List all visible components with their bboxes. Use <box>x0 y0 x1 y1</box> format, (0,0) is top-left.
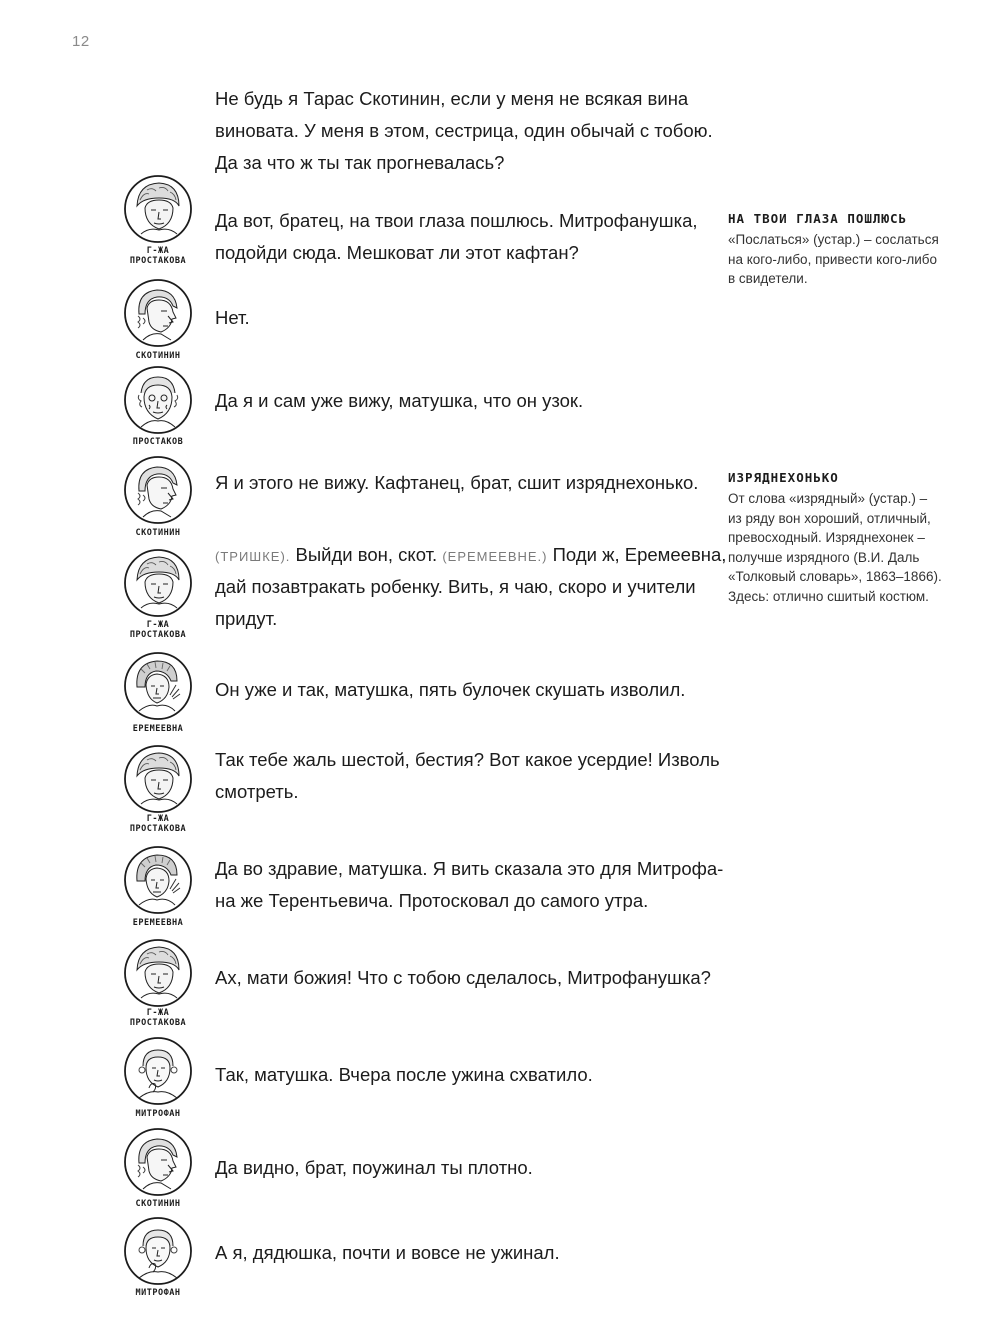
replica-line: Так тебе жаль шестой, бестия? Вот какое усердие! Изволь <box>215 749 720 770</box>
stage-direction: (ЕРЕМЕЕВНЕ.) <box>442 549 548 564</box>
speaker-caption: СКОТИНИН <box>135 351 181 361</box>
man-wig-portrait-icon <box>123 1127 193 1197</box>
note-definition: «Послаться» (устар.) – сослаться на кого-либо, привести кого-либо в свидетели. <box>728 232 939 286</box>
replica-line: Да видно, брат, поужинал ты плотно. <box>215 1157 533 1178</box>
replica-line: Да я и сам уже вижу, матушка, что он узок. <box>215 390 584 411</box>
boy-portrait-icon <box>123 1216 193 1286</box>
speaker-caption: ЕРЕМЕЕВНА <box>132 918 184 928</box>
speaker-caption: Г-ЖА ПРОСТАКОВА <box>129 246 187 266</box>
old-man-portrait-icon <box>123 365 193 435</box>
replica-line: А я, дядюшка, почти и вовсе не ужинал. <box>215 1242 560 1263</box>
speaker-caption: ЕРЕМЕЕВНА <box>132 724 184 734</box>
replica-line: на же Терентьевича. Протосковал до самого утра. <box>215 890 649 911</box>
man-wig-portrait-icon <box>123 278 193 348</box>
replica-line: Да во здравие, матушка. Я вить сказала это для Митрофа- <box>215 858 724 879</box>
nanny-headscarf-portrait-icon <box>123 845 193 915</box>
replica-line: Ах, мати божия! Что с тобою сделалось, Митрофанушка? <box>215 967 711 988</box>
speaker-caption: МИТРОФАН <box>135 1109 181 1119</box>
replica-text: Выйди вон, скот. <box>290 544 443 565</box>
replica-line: подойди сюда. Мешковат ли этот кафтан? <box>215 242 579 263</box>
replica-line: Да вот, братец, на твои глаза пошлюсь. Митрофанушка, <box>215 210 698 231</box>
replica-text: Поди ж, Еремеевна, <box>547 544 727 565</box>
stage-direction: (ТРИШКЕ). <box>215 549 291 564</box>
speaker-caption: СКОТИНИН <box>135 1199 181 1209</box>
replica-line: Да за что ж ты так прогневалась? <box>215 152 505 173</box>
replica-line: Он уже и так, матушка, пять булочек скушать изволил. <box>215 679 686 700</box>
woman-bonnet-portrait-icon <box>123 938 193 1008</box>
boy-portrait-icon <box>123 1036 193 1106</box>
note-term: НА ТВОИ ГЛАЗА ПОШЛЮСЬ <box>728 211 908 226</box>
page-number: 12 <box>72 33 90 50</box>
replica-line: Не будь я Тарас Скотинин, если у меня не всякая вина <box>215 88 689 109</box>
replica-line: виновата. У меня в этом, сестрица, один обычай с тобою. <box>215 120 713 141</box>
replica-line: дай позавтракать робенку. Вить, я чаю, скоро и учители <box>215 576 696 597</box>
speaker-caption: Г-ЖА ПРОСТАКОВА <box>129 620 187 640</box>
nanny-headscarf-portrait-icon <box>123 651 193 721</box>
man-wig-portrait-icon <box>123 455 193 525</box>
speaker-caption: ПРОСТАКОВ <box>132 437 184 447</box>
replica-line: придут. <box>215 608 278 629</box>
woman-bonnet-portrait-icon <box>123 174 193 244</box>
replica-line: Я и этого не вижу. Кафтанец, брат, сшит изряднехонько. <box>215 472 699 493</box>
note-term: ИЗРЯДНЕХОНЬКО <box>728 470 839 485</box>
speaker-caption: МИТРОФАН <box>135 1288 181 1298</box>
replica-line: Нет. <box>215 307 250 328</box>
replica-line <box>215 539 727 573</box>
speaker-caption: СКОТИНИН <box>135 528 181 538</box>
speaker-caption: Г-ЖА ПРОСТАКОВА <box>129 1008 187 1028</box>
woman-bonnet-portrait-icon <box>123 548 193 618</box>
note-definition: От слова «изрядный» (устар.) – из ряду вон хороший, отличный, превосходный. Изряднехонек – получше изрядного (В.И. Даль «Толковый словарь», 1863–1866). Здесь: отлично сшитый костюм. <box>728 491 942 604</box>
woman-bonnet-portrait-icon <box>123 744 193 814</box>
replica-line: смотреть. <box>215 781 299 802</box>
replica-line: Так, матушка. Вчера после ужина схватило. <box>215 1064 593 1085</box>
speaker-caption: Г-ЖА ПРОСТАКОВА <box>129 814 187 834</box>
